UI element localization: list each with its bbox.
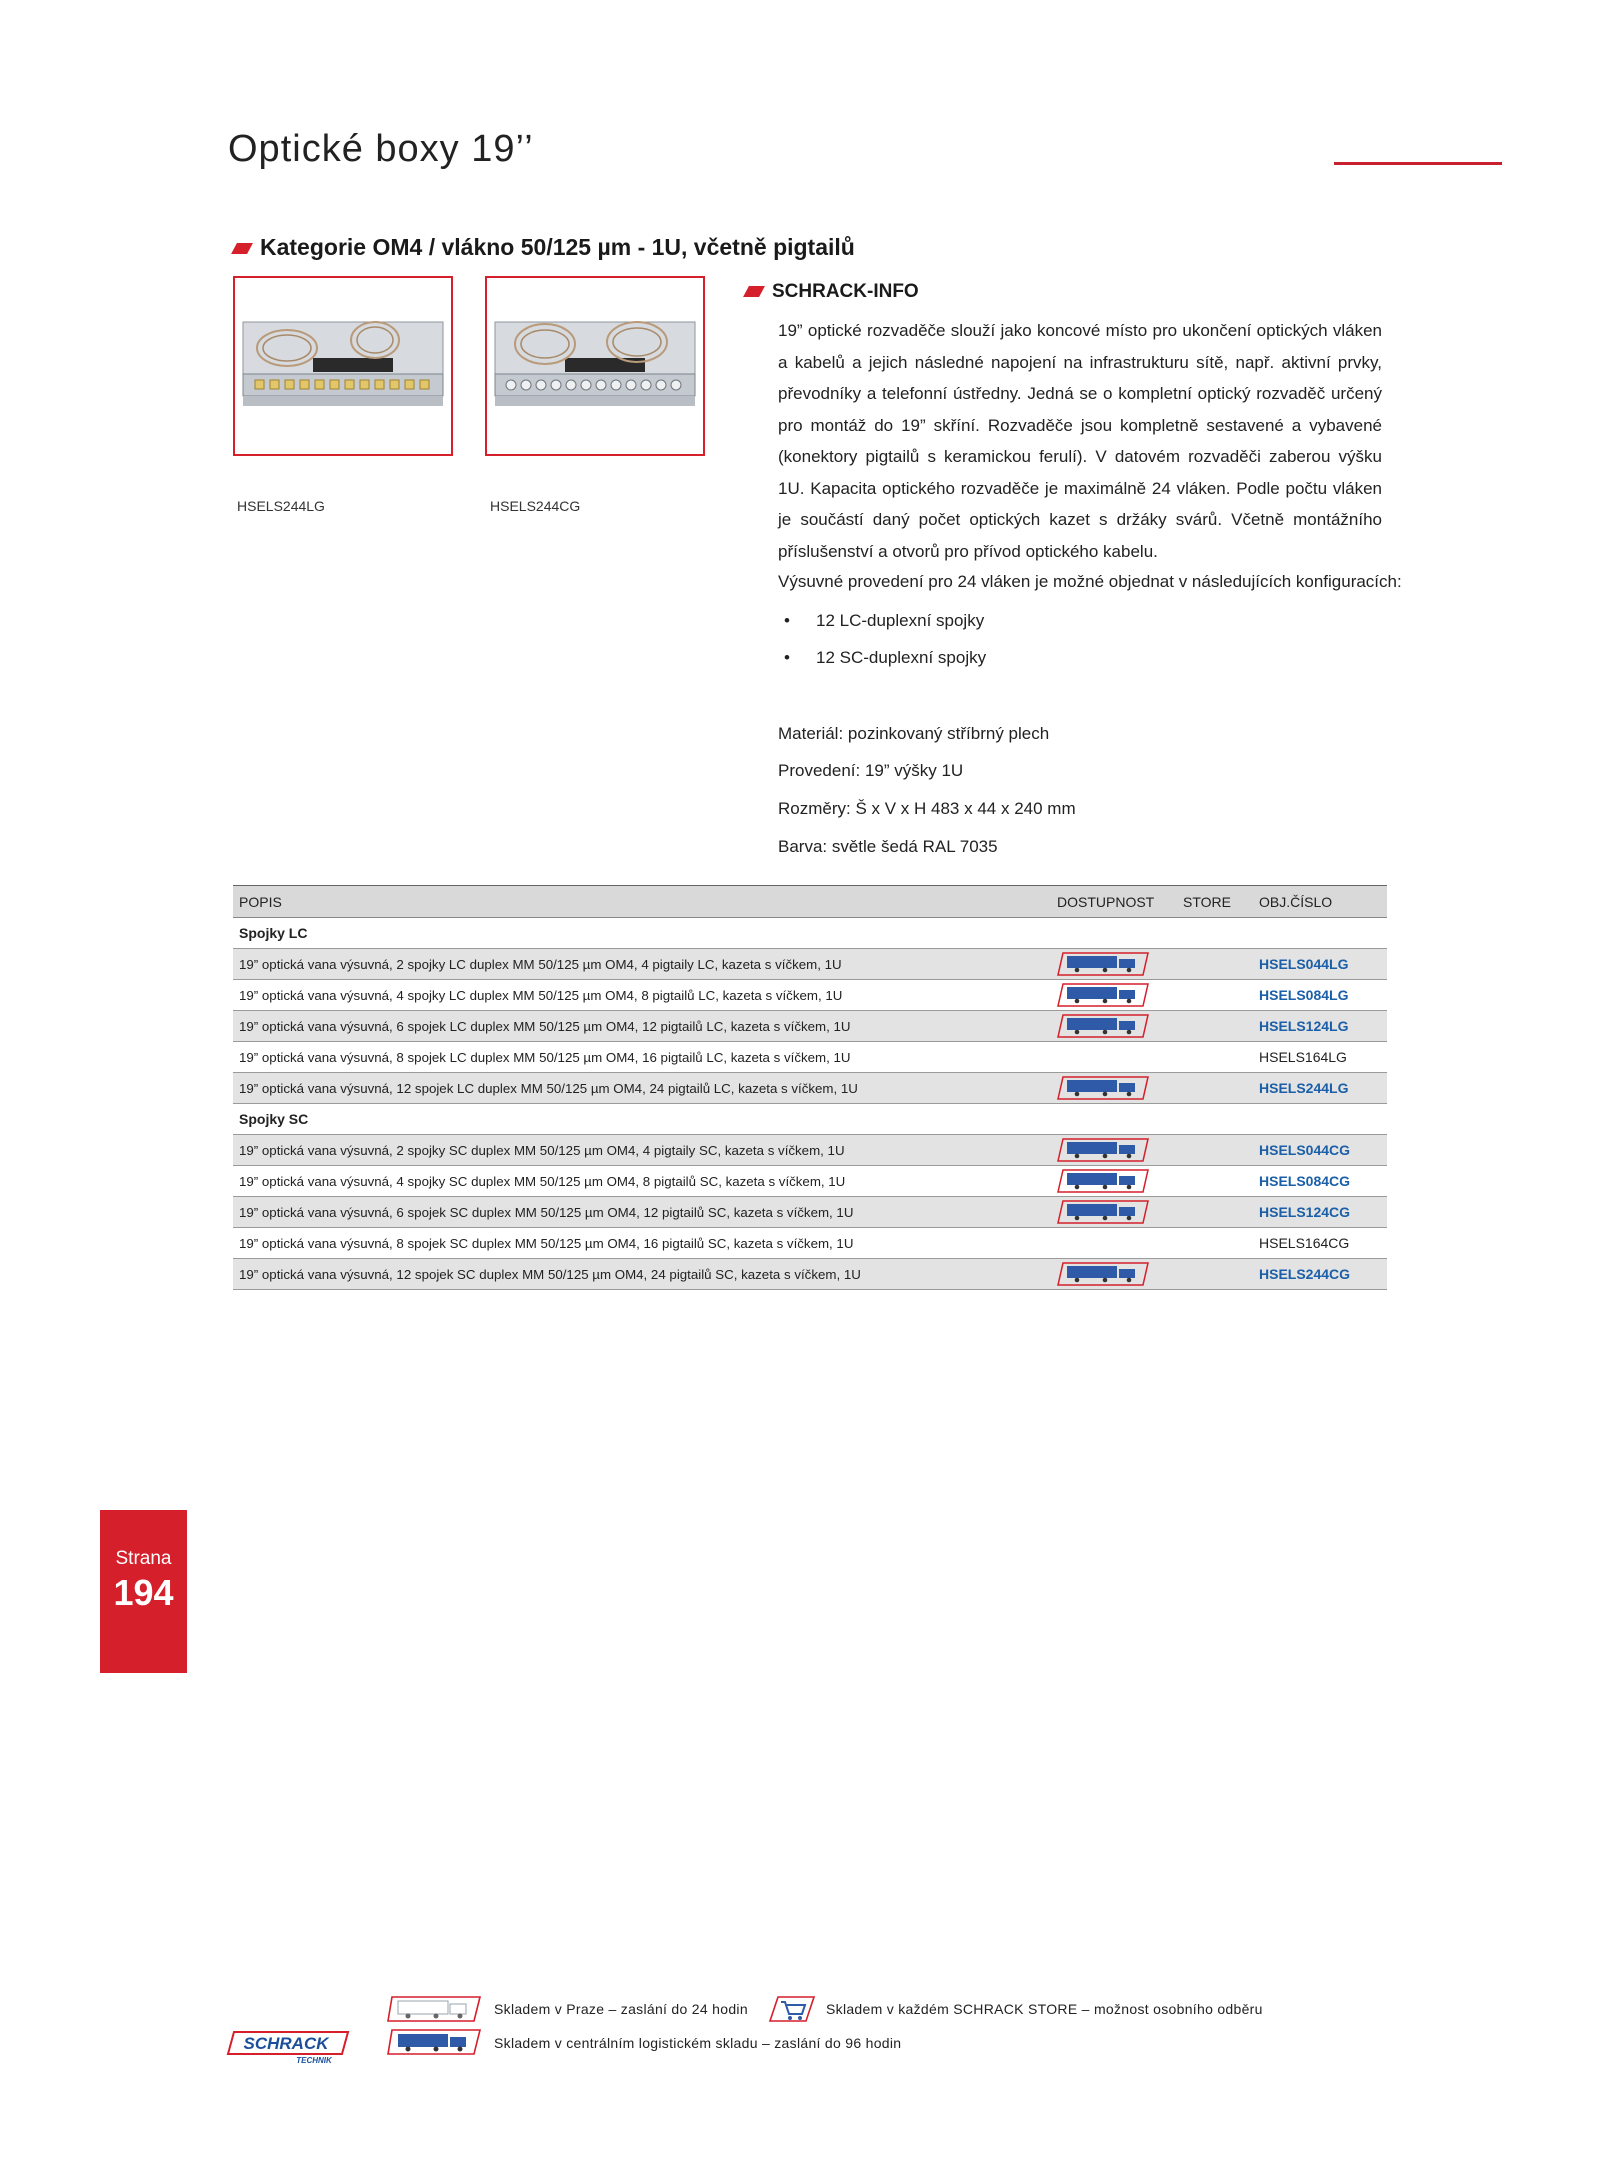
product-description: 19” optická vana výsuvná, 2 spojky SC duplex MM 50/125 µm OM4, 4 pigtaily SC, kazeta s víčkem, 1U <box>233 1135 1051 1166</box>
central-warehouse-truck-icon <box>386 2028 482 2056</box>
product-description: 19” optická vana výsuvná, 6 spojek SC duplex MM 50/125 µm OM4, 12 pigtailů SC, kazeta s víčkem, 1U <box>233 1197 1051 1228</box>
title-rule <box>1334 162 1502 165</box>
availability-cell <box>1051 1166 1177 1197</box>
page-number-tab <box>100 1510 187 1673</box>
column-header-description: POPIS <box>233 886 1051 918</box>
availability-cell <box>1051 949 1177 980</box>
order-number-link[interactable]: HSELS084CG <box>1253 1166 1387 1197</box>
table-body <box>233 918 1387 1290</box>
product-description: 19” optická vana výsuvná, 2 spojky LC duplex MM 50/125 µm OM4, 4 pigtaily LC, kazeta s víčkem, 1U <box>233 949 1051 980</box>
spec-dimensions: Rozměry: Š x V x H 483 x 44 x 240 mm <box>778 799 1076 818</box>
spec-material: Materiál: pozinkovaný stříbrný plech <box>778 724 1050 743</box>
truck-icon <box>1057 1138 1149 1162</box>
section-heading: Kategorie OM4 / vlákno 50/125 µm - 1U, včetně pigtailů <box>234 234 855 261</box>
product-description: 19” optická vana výsuvná, 12 spojek SC duplex MM 50/125 µm OM4, 24 pigtailů SC, kazeta s víčkem, 1U <box>233 1259 1051 1290</box>
product-image-sc[interactable] <box>485 276 705 456</box>
product-image-lc[interactable] <box>233 276 453 456</box>
availability-cell <box>1051 1228 1177 1259</box>
table-row[interactable] <box>233 1259 1387 1290</box>
product-description: 19” optická vana výsuvná, 4 spojky SC duplex MM 50/125 µm OM4, 8 pigtailů SC, kazeta s víčkem, 1U <box>233 1166 1051 1197</box>
legend-store-text: Skladem v každém SCHRACK STORE – možnost osobního odběru <box>826 2001 1263 2017</box>
truck-icon <box>1057 1076 1149 1100</box>
bullet-marker-icon <box>743 286 765 297</box>
order-number-link[interactable]: HSELS044LG <box>1253 949 1387 980</box>
table-row[interactable] <box>233 949 1387 980</box>
order-number-link[interactable]: HSELS124CG <box>1253 1197 1387 1228</box>
table-row[interactable] <box>233 1197 1387 1228</box>
store-cell <box>1177 1166 1253 1197</box>
store-cell <box>1177 1073 1253 1104</box>
table-header-row <box>233 886 1387 918</box>
list-item: • 12 SC-duplexní spojky <box>778 645 986 682</box>
table-group-row <box>233 1104 1387 1135</box>
truck-icon <box>1057 1200 1149 1224</box>
truck-icon <box>1057 983 1149 1007</box>
products-table <box>233 885 1387 1290</box>
store-cell <box>1177 1042 1253 1073</box>
table-row[interactable] <box>233 1228 1387 1259</box>
page-title: Optické boxy 19’’ <box>228 128 534 170</box>
spec-color: Barva: světle šedá RAL 7035 <box>778 837 998 856</box>
availability-cell <box>1051 980 1177 1011</box>
group-title: Spojky SC <box>233 1104 1387 1135</box>
table-row[interactable] <box>233 1042 1387 1073</box>
table-row[interactable] <box>233 1011 1387 1042</box>
page-label: Strana <box>115 1548 172 1569</box>
truck-icon <box>1057 952 1149 976</box>
product-description: 19” optická vana výsuvná, 8 spojek SC duplex MM 50/125 µm OM4, 16 pigtailů SC, kazeta s víčkem, 1U <box>233 1228 1051 1259</box>
store-cell <box>1177 1135 1253 1166</box>
table-row[interactable] <box>233 1073 1387 1104</box>
truck-icon <box>1057 1262 1149 1286</box>
store-cell <box>1177 1197 1253 1228</box>
product-description: 19” optická vana výsuvná, 4 spojky LC duplex MM 50/125 µm OM4, 8 pigtailů LC, kazeta s víčkem, 1U <box>233 980 1051 1011</box>
prague-truck-icon <box>386 1995 482 2023</box>
availability-cell <box>1051 1135 1177 1166</box>
fiber-tray-image <box>487 278 703 454</box>
store-cell <box>1177 1228 1253 1259</box>
availability-cell <box>1051 1073 1177 1104</box>
svg-text:SCHRACK: SCHRACK <box>243 2034 329 2053</box>
store-cell <box>1177 1259 1253 1290</box>
list-item: • 12 LC-duplexní spojky <box>778 608 986 645</box>
store-cell <box>1177 1011 1253 1042</box>
svg-text:TECHNIK: TECHNIK <box>296 2056 332 2065</box>
table-group-row <box>233 918 1387 949</box>
bullet-marker-icon <box>231 243 253 254</box>
availability-cell <box>1051 1197 1177 1228</box>
fiber-tray-image <box>235 278 451 454</box>
page-number: 194 <box>113 1572 174 1613</box>
store-cell <box>1177 980 1253 1011</box>
product-description: 19” optická vana výsuvná, 6 spojek LC duplex MM 50/125 µm OM4, 12 pigtailů LC, kazeta s víčkem, 1U <box>233 1011 1051 1042</box>
legend-central-text: Skladem v centrálním logistickém skladu – zaslání do 96 hodin <box>494 2035 902 2051</box>
column-header-availability: DOSTUPNOST <box>1051 886 1177 918</box>
column-header-store: STORE <box>1177 886 1253 918</box>
store-cart-icon <box>768 1994 816 2024</box>
order-number-link[interactable]: HSELS044CG <box>1253 1135 1387 1166</box>
order-number-link[interactable]: HSELS084LG <box>1253 980 1387 1011</box>
column-header-order-number: OBJ.ČÍSLO <box>1253 886 1387 918</box>
order-number-link[interactable]: HSELS244LG <box>1253 1073 1387 1104</box>
table-row[interactable] <box>233 980 1387 1011</box>
legend-prague-text: Skladem v Praze – zaslání do 24 hodin <box>494 2001 748 2017</box>
spec-design: Provedení: 19” výšky 1U <box>778 761 964 780</box>
schrack-logo <box>226 2030 350 2066</box>
info-heading: SCHRACK-INFO <box>746 281 919 303</box>
availability-cell <box>1051 1042 1177 1073</box>
group-title: Spojky LC <box>233 918 1387 949</box>
config-list <box>778 608 986 682</box>
order-number-link[interactable]: HSELS124LG <box>1253 1011 1387 1042</box>
product-caption: HSELS244CG <box>490 498 581 514</box>
availability-cell <box>1051 1011 1177 1042</box>
truck-icon <box>1057 1014 1149 1038</box>
table-row[interactable] <box>233 1135 1387 1166</box>
product-caption: HSELS244LG <box>237 498 325 514</box>
product-description: 19” optická vana výsuvná, 12 spojek LC duplex MM 50/125 µm OM4, 24 pigtailů LC, kazeta s víčkem, 1U <box>233 1073 1051 1104</box>
config-intro: Výsuvné provedení pro 24 vláken je možné objednat v následujících konfiguracích: <box>778 572 1402 591</box>
availability-cell <box>1051 1259 1177 1290</box>
order-number-link[interactable]: HSELS164LG <box>1253 1042 1387 1073</box>
info-text: 19” optické rozvaděče slouží jako koncové místo pro ukončení optických vláken a kabelů a jejich následné napojení na infrastrukturu sítě, např. aktivní prvky, převodníky a telefonní ústředny. Jedná se o kompletní optický rozvaděč určený pro montáž do 19” skříní. Rozvaděče jsou kompletně sestavené a vybavené (konektory pigtailů s keramickou ferulí). V datovém rozvaděči zaberou výšku 1U. Kapacita optického rozvaděče je maximálně 24 vláken. Podle počtu vláken je součástí daný počet optických kazet s držáky svárů. Včetně montážního příslušenství a otvorů pro přívod optického kabelu. <box>778 321 1382 561</box>
order-number-link[interactable]: HSELS164CG <box>1253 1228 1387 1259</box>
product-description: 19” optická vana výsuvná, 8 spojek LC duplex MM 50/125 µm OM4, 16 pigtailů LC, kazeta s víčkem, 1U <box>233 1042 1051 1073</box>
store-cell <box>1177 949 1253 980</box>
table-row[interactable] <box>233 1166 1387 1197</box>
order-number-link[interactable]: HSELS244CG <box>1253 1259 1387 1290</box>
truck-icon <box>1057 1169 1149 1193</box>
